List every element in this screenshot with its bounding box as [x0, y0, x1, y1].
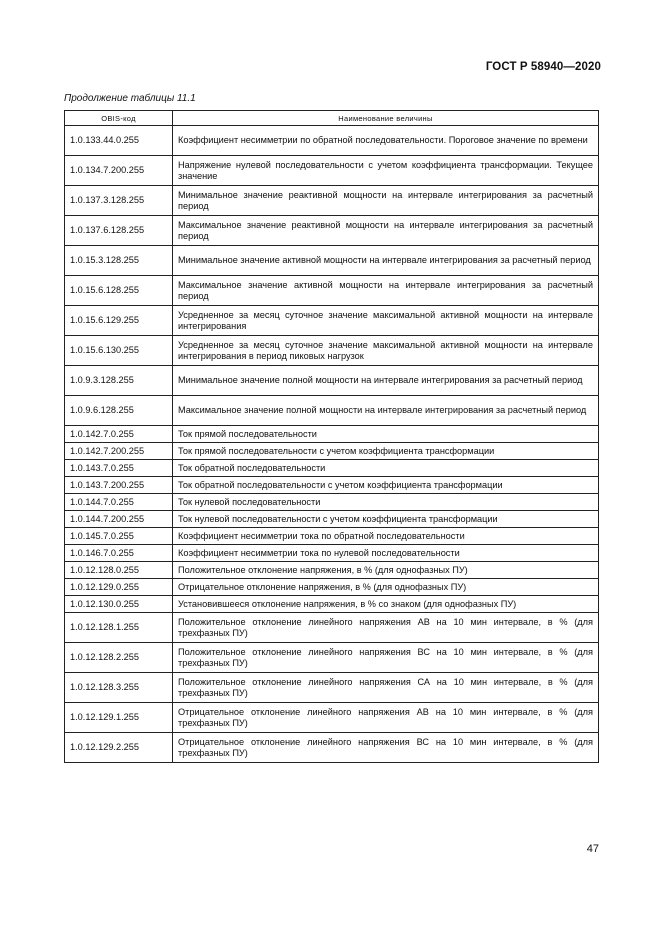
table-row: [65, 443, 599, 460]
table-row: [65, 126, 599, 156]
obis-code-cell: 1.0.143.7.0.255: [65, 460, 173, 477]
obis-table: [64, 110, 599, 763]
obis-code-cell: 1.0.12.128.1.255: [65, 613, 173, 643]
quantity-name-cell: Минимальное значение полной мощности на интервале интегрирования за расчетный период: [173, 366, 599, 396]
obis-code-cell: 1.0.12.129.2.255: [65, 733, 173, 763]
table-row: [65, 156, 599, 186]
quantity-name-cell: Максимальное значение активной мощности на интервале интегрирования за расчетный период: [173, 276, 599, 306]
obis-code-cell: 1.0.15.6.129.255: [65, 306, 173, 336]
quantity-name-cell: Ток прямой последовательности: [173, 426, 599, 443]
quantity-name-cell: Положительное отклонение линейного напряжения АВ на 10 мин интервале, в % (для трехфазных ПУ): [173, 613, 599, 643]
table-row: [65, 703, 599, 733]
obis-code-cell: 1.0.12.129.0.255: [65, 579, 173, 596]
obis-code-cell: 1.0.137.6.128.255: [65, 216, 173, 246]
obis-code-cell: 1.0.15.6.128.255: [65, 276, 173, 306]
quantity-name-cell: Положительное отклонение напряжения, в % (для однофазных ПУ): [173, 562, 599, 579]
obis-code-cell: 1.0.12.128.2.255: [65, 643, 173, 673]
obis-code-cell: 1.0.145.7.0.255: [65, 528, 173, 545]
table-row: [65, 336, 599, 366]
quantity-name-cell: Усредненное за месяц суточное значение максимальной активной мощности на интервале интегрирования: [173, 306, 599, 336]
table-row: [65, 511, 599, 528]
quantity-name-cell: Ток обратной последовательности с учетом коэффициента трансформации: [173, 477, 599, 494]
table-row: [65, 673, 599, 703]
quantity-name-cell: Минимальное значение активной мощности на интервале интегрирования за расчетный период: [173, 246, 599, 276]
quantity-name-cell: Ток обратной последовательности: [173, 460, 599, 477]
quantity-name-cell: Отрицательное отклонение линейного напряжения АВ на 10 мин интервале, в % (для трехфазных ПУ): [173, 703, 599, 733]
obis-code-cell: 1.0.12.130.0.255: [65, 596, 173, 613]
obis-code-cell: 1.0.133.44.0.255: [65, 126, 173, 156]
quantity-name-cell: Ток прямой последовательности с учетом коэффициента трансформации: [173, 443, 599, 460]
table-row: [65, 528, 599, 545]
table-row: [65, 579, 599, 596]
quantity-name-cell: Отрицательное отклонение линейного напряжения ВС на 10 мин интервале, в % (для трехфазных ПУ): [173, 733, 599, 763]
quantity-name-cell: Положительное отклонение линейного напряжения ВС на 10 мин интервале, в % (для трехфазных ПУ): [173, 643, 599, 673]
table-row: [65, 186, 599, 216]
obis-code-cell: 1.0.142.7.200.255: [65, 443, 173, 460]
quantity-name-cell: Коэффициент несимметрии по обратной последовательности. Пороговое значение по времени: [173, 126, 599, 156]
table-row: [65, 562, 599, 579]
table-row: [65, 426, 599, 443]
table-row: [65, 643, 599, 673]
obis-code-cell: 1.0.142.7.0.255: [65, 426, 173, 443]
quantity-name-cell: Положительное отклонение линейного напряжения СА на 10 мин интервале, в % (для трехфазных ПУ): [173, 673, 599, 703]
table-row: [65, 306, 599, 336]
table-row: [65, 366, 599, 396]
quantity-name-cell: Коэффициент несимметрии тока по нулевой последовательности: [173, 545, 599, 562]
column-header-obis-code: OBIS-код: [65, 111, 173, 126]
obis-code-cell: 1.0.12.128.0.255: [65, 562, 173, 579]
quantity-name-cell: Усредненное за месяц суточное значение максимальной активной мощности на интервале интегрирования в период пиковых нагрузок: [173, 336, 599, 366]
table-row: [65, 276, 599, 306]
obis-code-cell: 1.0.15.3.128.255: [65, 246, 173, 276]
column-header-quantity-name: Наименование величины: [173, 111, 599, 126]
table-row: [65, 396, 599, 426]
table-row: [65, 596, 599, 613]
table-row: [65, 494, 599, 511]
obis-code-cell: 1.0.134.7.200.255: [65, 156, 173, 186]
quantity-name-cell: Максимальное значение реактивной мощности на интервале интегрирования за расчетный период: [173, 216, 599, 246]
obis-code-cell: 1.0.9.3.128.255: [65, 366, 173, 396]
obis-code-cell: 1.0.144.7.0.255: [65, 494, 173, 511]
table-row: [65, 460, 599, 477]
obis-code-cell: 1.0.143.7.200.255: [65, 477, 173, 494]
obis-code-cell: 1.0.12.128.3.255: [65, 673, 173, 703]
quantity-name-cell: Ток нулевой последовательности: [173, 494, 599, 511]
obis-code-cell: 1.0.15.6.130.255: [65, 336, 173, 366]
quantity-name-cell: Максимальное значение полной мощности на интервале интегрирования за расчетный период: [173, 396, 599, 426]
table-row: [65, 545, 599, 562]
quantity-name-cell: Отрицательное отклонение напряжения, в % (для однофазных ПУ): [173, 579, 599, 596]
page-number: 47: [586, 843, 599, 855]
table-row: [65, 613, 599, 643]
quantity-name-cell: Напряжение нулевой последовательности с учетом коэффициента трансформации. Текущее значение: [173, 156, 599, 186]
quantity-name-cell: Коэффициент несимметрии тока по обратной последовательности: [173, 528, 599, 545]
table-header-row: [65, 111, 599, 126]
table-row: [65, 477, 599, 494]
table-row: [65, 733, 599, 763]
obis-code-cell: 1.0.137.3.128.255: [65, 186, 173, 216]
obis-code-cell: 1.0.12.129.1.255: [65, 703, 173, 733]
obis-code-cell: 1.0.9.6.128.255: [65, 396, 173, 426]
quantity-name-cell: Установившееся отклонение напряжения, в % со знаком (для однофазных ПУ): [173, 596, 599, 613]
quantity-name-cell: Минимальное значение реактивной мощности на интервале интегрирования за расчетный период: [173, 186, 599, 216]
standard-designation: ГОСТ Р 58940—2020: [485, 61, 601, 73]
table-row: [65, 216, 599, 246]
quantity-name-cell: Ток нулевой последовательности с учетом коэффициента трансформации: [173, 511, 599, 528]
table-caption: Продолжение таблицы 11.1: [64, 93, 196, 104]
table-row: [65, 246, 599, 276]
obis-code-cell: 1.0.144.7.200.255: [65, 511, 173, 528]
obis-code-cell: 1.0.146.7.0.255: [65, 545, 173, 562]
